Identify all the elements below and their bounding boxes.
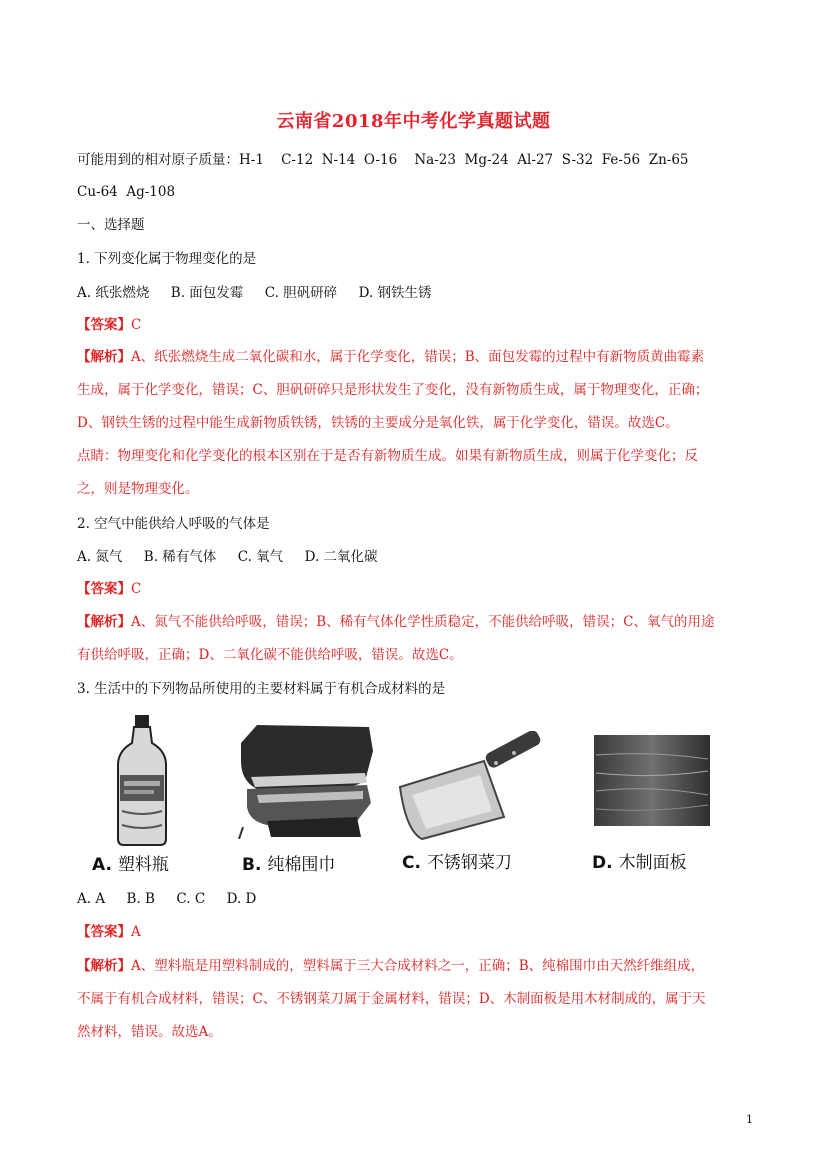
q3-analysis-1 (77, 957, 704, 975)
q1-analysis-1 (77, 348, 704, 366)
section-heading: 一、选择题 (77, 217, 145, 233)
analysis-tag: 【解析】 (77, 614, 131, 630)
q3-analysis-2: 不属于有机合成材料，错误；C、不锈钢菜刀属于金属材料，错误；D、木制面板是用木材制成的，属于天 (77, 991, 706, 1007)
analysis-text: A、塑料瓶是用塑料制成的，塑料属于三大合成材料之一，正确；B、纯棉围巾由天然纤维组成， (131, 958, 705, 974)
answer-value: C (131, 581, 142, 597)
q2-stem: 2. 空气中能供给人呼吸的气体是 (77, 516, 270, 532)
q1-note-2: 之，则是物理变化。 (77, 481, 199, 497)
q1-options: A. 纸张燃烧 B. 面包发霉 C. 胆矾研碎 D. 钢铁生锈 (77, 285, 432, 301)
answer-tag: 【答案】 (77, 581, 131, 597)
cotton-scarf-icon (237, 721, 377, 839)
answer-value: C (131, 317, 142, 333)
plastic-bottle-icon (112, 713, 172, 848)
analysis-text: A、氮气不能供给呼吸，错误；B、稀有气体化学性质稳定，不能供给呼吸，错误；C、氧气的用途 (131, 614, 715, 630)
answer-tag: 【答案】 (77, 317, 131, 333)
cleaver-knife-icon (392, 731, 552, 841)
answer-tag: 【答案】 (77, 924, 131, 940)
q1-note-1: 点睛：物理变化和化学变化的根本区别在于是否有新物质生成。如果有新物质生成，则属于化学变化；反 (77, 448, 698, 464)
analysis-tag: 【解析】 (77, 349, 131, 365)
figure-label-a: A. 塑料瓶 (92, 855, 169, 875)
q1-stem: 1. 下列变化属于物理变化的是 (77, 251, 257, 267)
q2-analysis-2: 有供给呼吸，正确；D、二氧化碳不能供给呼吸，错误。故选C。 (77, 647, 463, 663)
answer-value: A (131, 924, 141, 940)
q2-analysis-1 (77, 613, 715, 631)
q3-options: A. A B. B C. C D. D (77, 891, 257, 907)
q2-answer (77, 580, 141, 598)
q3-answer (77, 923, 141, 941)
q1-analysis-2: 生成，属于化学变化，错误；C、胆矾研碎只是形状发生了变化，没有新物质生成，属于物理变化，正确； (77, 382, 709, 398)
q3-figures (92, 713, 712, 875)
q3-analysis-3: 然材料，错误。故选A。 (77, 1024, 222, 1040)
figure-label-b: B. 纯棉围巾 (242, 855, 336, 875)
atomic-masses-line-2: Cu-64 Ag-108 (77, 184, 176, 200)
analysis-tag: 【解析】 (77, 958, 131, 974)
q1-answer (77, 316, 141, 334)
q2-options: A. 氮气 B. 稀有气体 C. 氧气 D. 二氧化碳 (77, 549, 378, 565)
q1-analysis-3: D、钢铁生锈的过程中能生成新物质铁锈，铁锈的主要成分是氧化铁，属于化学变化，错误。故选C。 (77, 415, 679, 431)
page-title: 云南省2018年中考化学真题试题 (276, 111, 551, 132)
figure-label-d: D. 木制面板 (592, 853, 687, 873)
figure-label-c: C. 不锈钢菜刀 (402, 853, 512, 873)
wooden-board-icon (592, 733, 712, 828)
atomic-masses-line-1: 可能用到的相对原子质量：H-1 C-12 N-14 O-16 Na-23 Mg-24 Al-27 S-32 Fe-56 Zn-65 (77, 152, 689, 168)
q3-stem: 3. 生活中的下列物品所使用的主要材料属于有机合成材料的是 (77, 681, 446, 697)
analysis-text: A、纸张燃烧生成二氧化碳和水，属于化学变化，错误；B、面包发霉的过程中有新物质黄曲霉素 (131, 349, 705, 365)
page-number: 1 (746, 1113, 753, 1126)
